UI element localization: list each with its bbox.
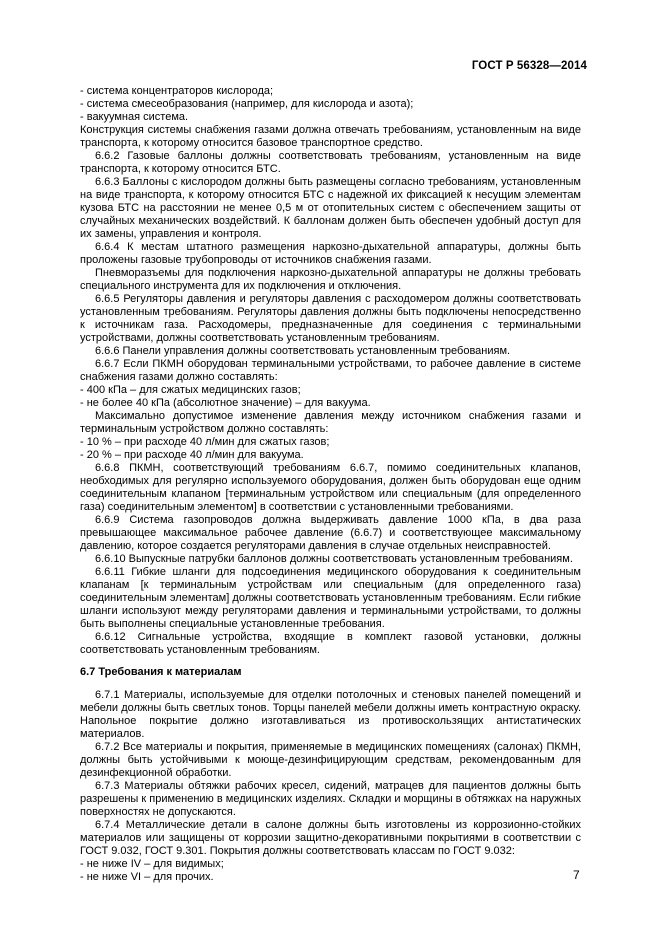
section-heading: 6.7 Требования к материалам bbox=[80, 666, 242, 678]
list-item: - не более 40 кПа (абсолютное значение) – для вакуума. bbox=[80, 397, 371, 409]
paragraph: 6.6.7 Если ПКМН оборудован терминальными устройствами, то рабочее давление в системе снабжения газами должно составлять: bbox=[80, 358, 581, 383]
paragraph: 6.7.1 Материалы, используемые для отделки потолочных и стеновых панелей помещений и мебели должны быть светлых тонов. Торцы панелей мебели должны иметь контрастную окраску. Напольное покрытие должно изготавливаться из противоскользящих антистатических материалов. bbox=[80, 689, 581, 740]
paragraph: 6.6.4 К местам штатного размещения наркозно-дыхательной аппаратуры, должны быть проложены газовые трубопроводы от источников снабжения газами. bbox=[80, 241, 581, 266]
list-item: - 10 % – при расходе 40 л/мин для сжатых газов; bbox=[80, 436, 330, 448]
paragraph: 6.7.3 Материалы обтяжки рабочих кресел, сидений, матрацев для пациентов должны быть разрешены к применению в медицинских изделиях. Складки и морщины в обтяжках на наружных поверхностях не допускаются. bbox=[80, 780, 581, 818]
paragraph: 6.7.4 Металлические детали в салоне должны быть изготовлены из коррозионно-стойких материалов или защищены от коррозии защитно-декоративными покрытиями в соответствии с ГОСТ 9.032, ГОСТ 9.301. Покрытия должны соответствовать классам по ГОСТ 9.032: bbox=[80, 819, 581, 857]
list-item: - 400 кПа – для сжатых медицинских газов; bbox=[80, 384, 301, 396]
list-item: - не ниже IV – для видимых; bbox=[80, 858, 224, 870]
paragraph: Конструкция системы снабжения газами должна отвечать требованиям, установленным на виде транспорта, к которому относится базовое транспортное средство. bbox=[80, 124, 581, 149]
paragraph: 6.6.6 Панели управления должны соответствовать установленным требованиям. bbox=[95, 345, 511, 357]
paragraph: 6.7.2 Все материалы и покрытия, применяемые в медицинских помещениях (салонах) ПКМН, должны быть устойчивыми к моюще-дезинфицирующим средствам, рекомендованным для дезинфекционной обработки. bbox=[80, 741, 581, 779]
paragraph: 6.6.3 Баллоны с кислородом должны быть размещены согласно требованиям, установленным на виде транспорта, к которому относится БТС с надежной их фиксацией к несущим элементам кузова БТС на расстоянии не менее 0,5 м от отопительных систем с обеспечением защиты от случайных механических воздействий. К баллонам должен быть обеспечен удобный доступ для их замены, управления и контроля. bbox=[80, 176, 581, 240]
paragraph: 6.6.8 ПКМН, соответствующий требованиям 6.6.7, помимо соединительных клапанов, необходимых для регулярно используемого оборудования, должен быть оборудован еще одним соединительным клапаном [терминальным устройством или специальным (для определенного газа) соединительным элементом] в соответствии с установленными требованиями. bbox=[80, 462, 581, 513]
paragraph: 6.6.12 Сигнальные устройства, входящие в комплект газовой установки, должны соответствовать установленным требованиям. bbox=[80, 631, 581, 656]
list-item: - вакуумная система. bbox=[80, 111, 189, 123]
paragraph: Пневморазъемы для подключения наркозно-дыхательной аппаратуры не должны требовать специального инструмента для их подключения и отключения. bbox=[80, 267, 581, 292]
list-item: - 20 % – при расходе 40 л/мин для вакуума. bbox=[80, 449, 304, 461]
list-item: - система смесеобразования (например, для кислорода и азота); bbox=[80, 98, 414, 110]
document-id: ГОСТ Р 56328—2014 bbox=[471, 60, 587, 72]
paragraph: 6.6.10 Выпускные патрубки баллонов должны соответствовать установленным требованиям. bbox=[95, 553, 573, 565]
list-item: - система концентраторов кислорода; bbox=[80, 85, 274, 97]
paragraph: 6.6.9 Система газопроводов должна выдерживать давление 1000 кПа, в два раза превышающее максимальное рабочее давление (6.6.7) и соответствующее максимальному давлению, которое создается регуляторами давления в случае отдельных неисправностей. bbox=[80, 514, 581, 552]
paragraph: 6.6.5 Регуляторы давления и регуляторы давления с расходомером должны соответствовать установленным требованиям. Регуляторы давления должны быть подключены непосредственно к источникам газа. Расходомеры, предназначенные для соединения с терминальными устройствами, должны соответствовать установленным требованиям. bbox=[80, 293, 581, 344]
page-number: 7 bbox=[573, 868, 580, 882]
page-body bbox=[80, 85, 581, 884]
paragraph: 6.6.11 Гибкие шланги для подсоединения медицинского оборудования к соединительным клапанам [к терминальным устройствам или специальным (для определенного газа) соединительным элементам] должны соответствовать установленным требованиям. Если гибкие шланги используют между регуляторами давления и терминальными устройствами, то должны быть выполнены специальные установленные требования. bbox=[80, 566, 581, 630]
paragraph: 6.6.2 Газовые баллоны должны соответствовать требованиям, установленным на виде транспорта, к которому относится БТС. bbox=[80, 150, 581, 175]
list-item: - не ниже VI – для прочих. bbox=[80, 871, 214, 883]
paragraph: Максимально допустимое изменение давления между источником снабжения газами и терминальным устройством должно составлять: bbox=[80, 410, 581, 435]
